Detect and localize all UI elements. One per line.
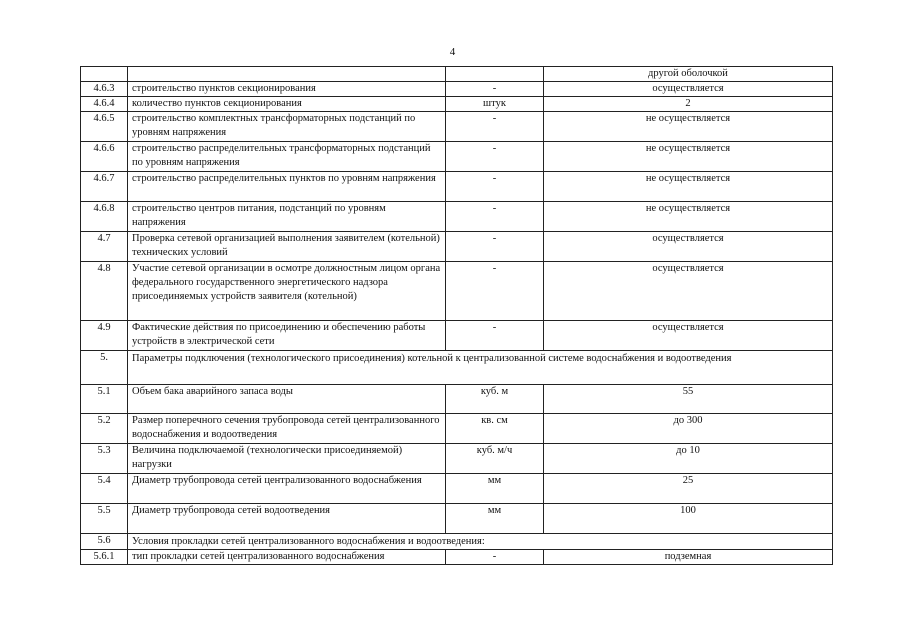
page-number: 4 — [449, 46, 456, 58]
section-number: 5. — [81, 351, 128, 385]
row-unit — [446, 67, 544, 82]
row-number: 4.6.6 — [81, 142, 128, 172]
row-value: 55 — [544, 385, 833, 414]
row-number — [81, 67, 128, 82]
row-unit: - — [446, 142, 544, 172]
table-row — [81, 112, 833, 142]
row-value: до 300 — [544, 414, 833, 444]
table-row — [81, 82, 833, 97]
table-row — [81, 142, 833, 172]
row-unit: штук — [446, 97, 544, 112]
row-number: 4.6.7 — [81, 172, 128, 202]
section-title: Условия прокладки сетей централизованного водоснабжения и водоотведения: — [128, 534, 833, 550]
row-value: осуществляется — [544, 262, 833, 321]
row-value: не осуществляется — [544, 202, 833, 232]
row-number: 5.3 — [81, 444, 128, 474]
table-row — [81, 321, 833, 351]
section-title: Параметры подключения (технологического присоединения) котельной к централизованной системе водоснабжения и водоотведения — [128, 351, 833, 385]
row-unit: - — [446, 82, 544, 97]
row-value: другой оболочкой — [544, 67, 833, 82]
table-row — [81, 172, 833, 202]
row-description: строительство комплектных трансформаторных подстанций по уровням напряжения — [128, 112, 446, 142]
row-unit: - — [446, 321, 544, 351]
row-value: подземная — [544, 550, 833, 565]
row-unit: - — [446, 232, 544, 262]
row-number: 4.8 — [81, 262, 128, 321]
row-description: Диаметр трубопровода сетей централизованного водоснабжения — [128, 474, 446, 504]
row-description — [128, 67, 446, 82]
table-row — [81, 550, 833, 565]
row-description: Диаметр трубопровода сетей водоотведения — [128, 504, 446, 534]
row-unit: - — [446, 550, 544, 565]
row-number: 5.2 — [81, 414, 128, 444]
row-number: 5.5 — [81, 504, 128, 534]
row-description: строительство распределительных трансформаторных подстанций по уровням напряжения — [128, 142, 446, 172]
row-description: Величина подключаемой (технологически присоединяемой) нагрузки — [128, 444, 446, 474]
row-unit: куб. м/ч — [446, 444, 544, 474]
table-row — [81, 414, 833, 444]
section-row — [81, 351, 833, 385]
row-description: Размер поперечного сечения трубопровода сетей централизованного водоснабжения и водоотведения — [128, 414, 446, 444]
row-value: осуществляется — [544, 232, 833, 262]
row-value: осуществляется — [544, 82, 833, 97]
row-number: 4.6.8 — [81, 202, 128, 232]
row-description: строительство распределительных пунктов по уровням напряжения — [128, 172, 446, 202]
row-unit: мм — [446, 474, 544, 504]
table-row — [81, 262, 833, 321]
row-unit: - — [446, 262, 544, 321]
row-unit: кв. см — [446, 414, 544, 444]
row-description: количество пунктов секционирования — [128, 97, 446, 112]
table-row — [81, 67, 833, 82]
table-row — [81, 504, 833, 534]
specification-table — [80, 66, 833, 565]
section-row — [81, 534, 833, 550]
row-number: 4.6.4 — [81, 97, 128, 112]
section-number: 5.6 — [81, 534, 128, 550]
row-description: Участие сетевой организации в осмотре должностным лицом органа федерального государственного энергетического надзора присоединяемых устройств заявителя (котельной) — [128, 262, 446, 321]
table-row — [81, 444, 833, 474]
row-number: 4.9 — [81, 321, 128, 351]
row-description: Объем бака аварийного запаса воды — [128, 385, 446, 414]
row-unit: мм — [446, 504, 544, 534]
row-value: не осуществляется — [544, 172, 833, 202]
row-description: тип прокладки сетей централизованного водоснабжения — [128, 550, 446, 565]
row-unit: - — [446, 172, 544, 202]
row-description: Проверка сетевой организацией выполнения заявителем (котельной) технических условий — [128, 232, 446, 262]
row-number: 4.6.5 — [81, 112, 128, 142]
row-value: 2 — [544, 97, 833, 112]
table-row — [81, 385, 833, 414]
row-unit: куб. м — [446, 385, 544, 414]
table-row — [81, 474, 833, 504]
row-unit: - — [446, 202, 544, 232]
row-description: строительство пунктов секционирования — [128, 82, 446, 97]
table-row — [81, 97, 833, 112]
row-value: 25 — [544, 474, 833, 504]
row-value: не осуществляется — [544, 142, 833, 172]
table-row — [81, 232, 833, 262]
row-number: 4.6.3 — [81, 82, 128, 97]
row-description: Фактические действия по присоединению и обеспечению работы устройств в электрической сети — [128, 321, 446, 351]
row-number: 5.4 — [81, 474, 128, 504]
row-value: осуществляется — [544, 321, 833, 351]
row-number: 5.1 — [81, 385, 128, 414]
row-unit: - — [446, 112, 544, 142]
row-number: 5.6.1 — [81, 550, 128, 565]
row-value: не осуществляется — [544, 112, 833, 142]
row-value: до 10 — [544, 444, 833, 474]
table-row — [81, 202, 833, 232]
row-number: 4.7 — [81, 232, 128, 262]
row-value: 100 — [544, 504, 833, 534]
row-description: строительство центров питания, подстанций по уровням напряжения — [128, 202, 446, 232]
